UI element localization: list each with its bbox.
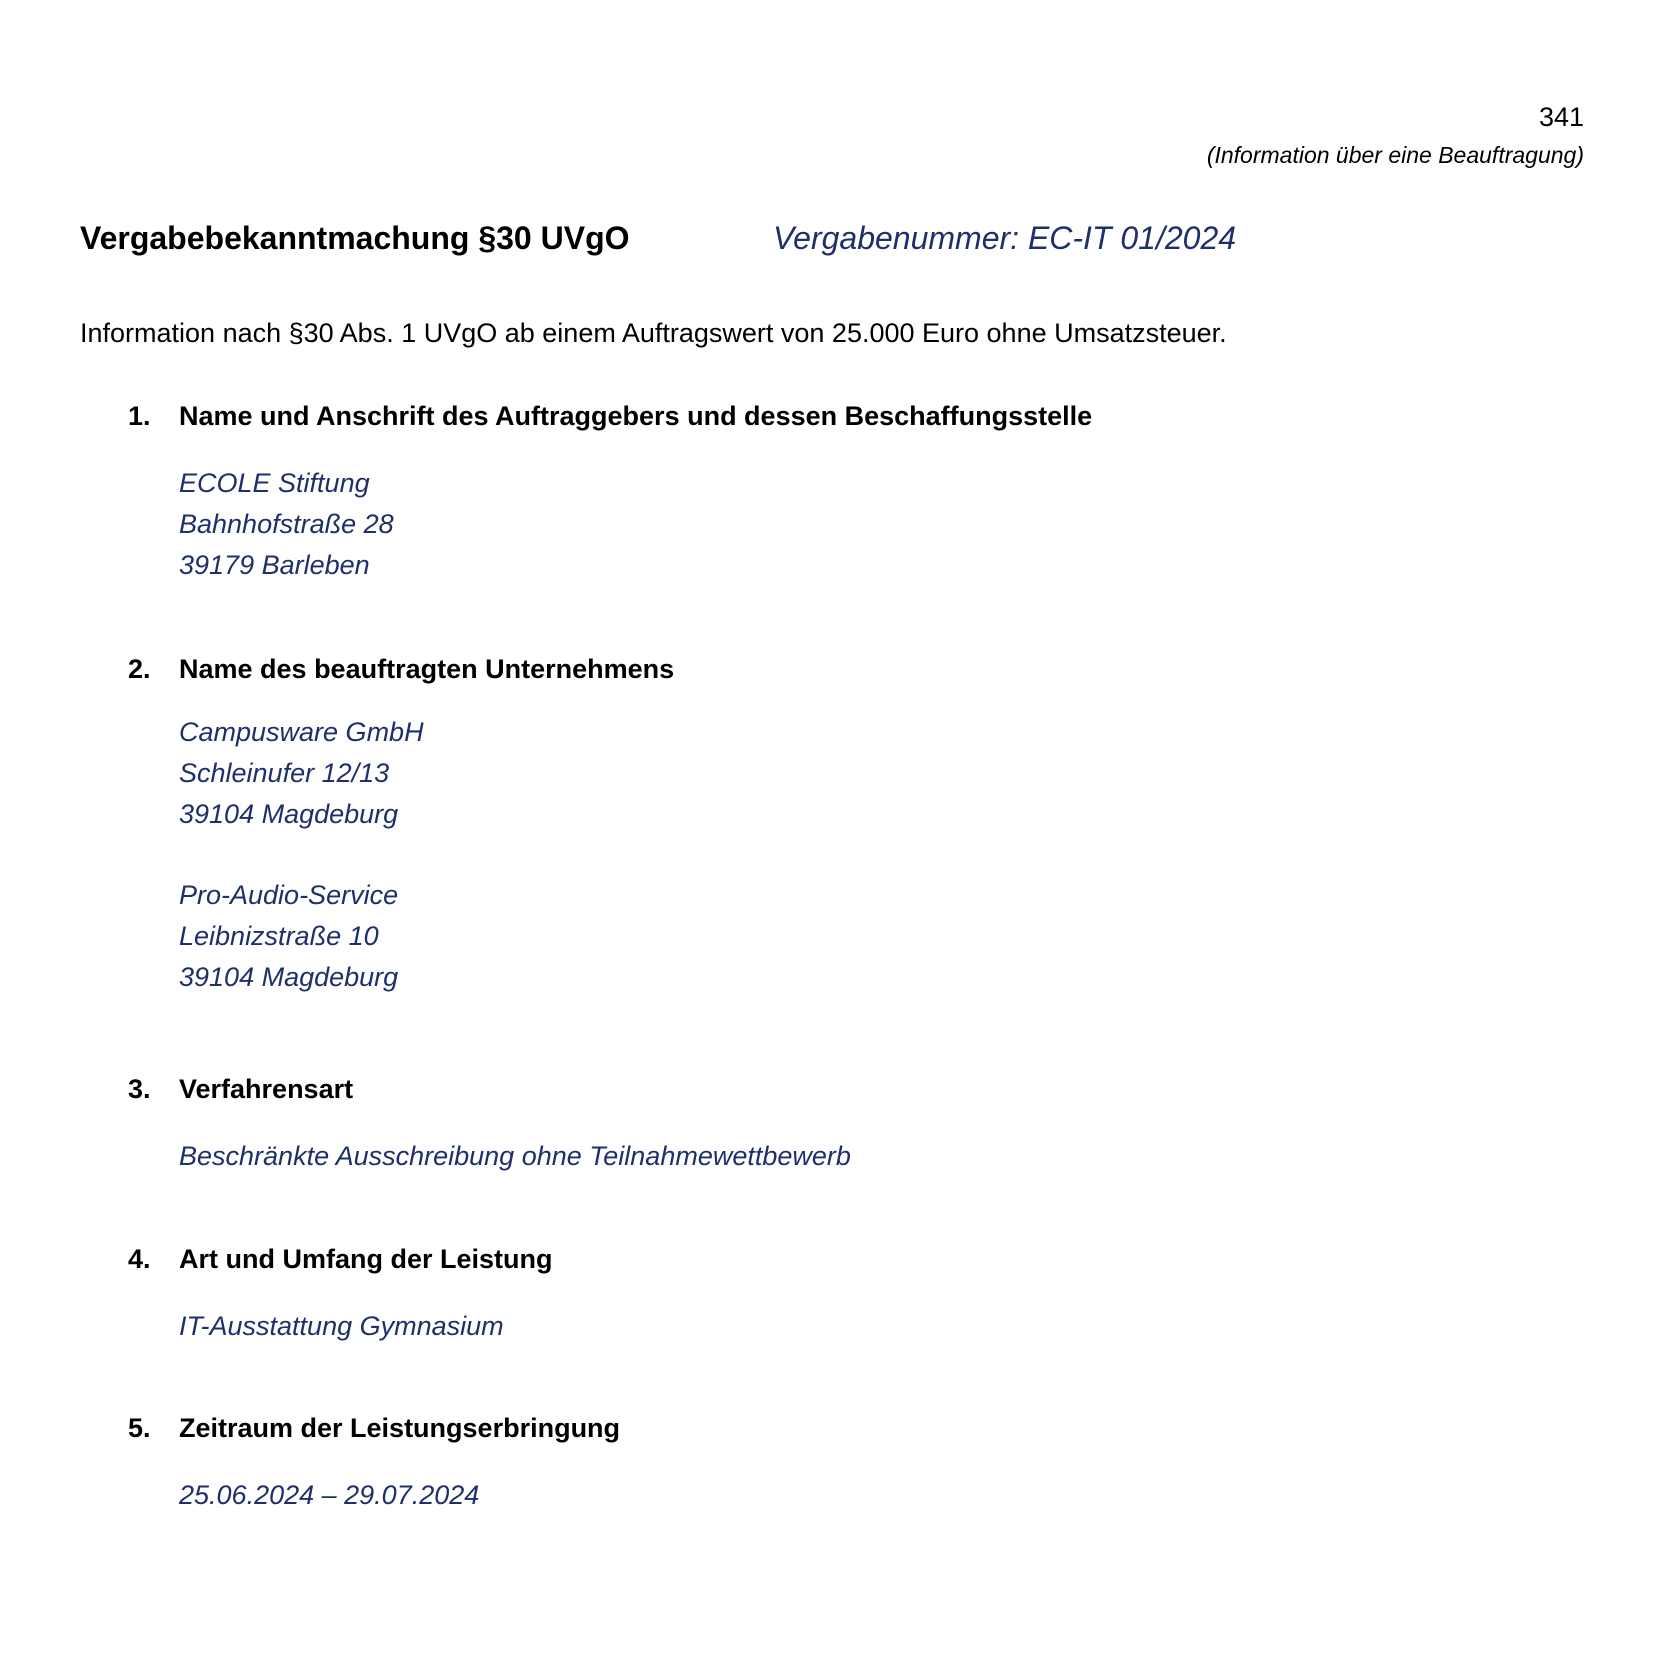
section-number: 2. (128, 654, 151, 684)
service-period (179, 1475, 479, 1516)
page-number: 341 (1538, 102, 1584, 132)
client-name: ECOLE Stiftung (179, 468, 370, 498)
client-street: Bahnhofstraße 28 (179, 509, 394, 539)
award-reference-number: Vergabenummer: EC-IT 01/2024 (773, 220, 1237, 256)
section-title: Art und Umfang der Leistung (179, 1244, 553, 1274)
section-title: Name des beauftragten Unternehmens (179, 654, 675, 684)
company-city: 39104 Magdeburg (179, 962, 399, 992)
company-name: Pro-Audio-Service (179, 880, 399, 910)
section-5 (128, 1413, 1528, 1510)
company-city: 39104 Magdeburg (179, 799, 399, 829)
service-scope-value: IT-Ausstattung Gymnasium (179, 1311, 504, 1341)
company-street: Schleinufer 12/13 (179, 758, 390, 788)
section-heading (128, 401, 1528, 439)
client-address (179, 463, 394, 586)
section-1 (128, 401, 1528, 580)
section-heading (128, 1074, 1528, 1112)
section-heading (128, 1413, 1528, 1451)
company-address-2 (179, 875, 398, 998)
section-number: 4. (128, 1244, 151, 1274)
section-4 (128, 1244, 1528, 1341)
service-period-value: 25.06.2024 – 29.07.2024 (179, 1480, 480, 1510)
company-street: Leibnizstraße 10 (179, 921, 379, 951)
section-2 (128, 654, 1528, 992)
service-scope (179, 1306, 504, 1347)
section-3 (128, 1074, 1528, 1171)
section-title: Name und Anschrift des Auftraggebers und dessen Beschaffungsstelle (179, 401, 1093, 431)
section-number: 1. (128, 401, 151, 431)
section-number: 5. (128, 1413, 151, 1443)
company-name: Campusware GmbH (179, 717, 424, 747)
intro-text: Information nach §30 Abs. 1 UVgO ab einem Auftragswert von 25.000 Euro ohne Umsatzsteuer. (80, 318, 1227, 348)
company-address-1 (179, 712, 424, 835)
section-number: 3. (128, 1074, 151, 1104)
heading-row (80, 220, 1580, 270)
procedure-type (179, 1136, 851, 1177)
page-note: (Information über eine Beauftragung) (1206, 142, 1584, 168)
section-title: Verfahrensart (179, 1074, 354, 1104)
section-heading (128, 654, 1528, 692)
client-city: 39179 Barleben (179, 550, 370, 580)
procedure-type-value: Beschränkte Ausschreibung ohne Teilnahmewettbewerb (179, 1141, 851, 1171)
document-title: Vergabebekanntmachung §30 UVgO (80, 220, 630, 256)
section-title: Zeitraum der Leistungserbringung (179, 1413, 621, 1443)
section-heading (128, 1244, 1528, 1282)
